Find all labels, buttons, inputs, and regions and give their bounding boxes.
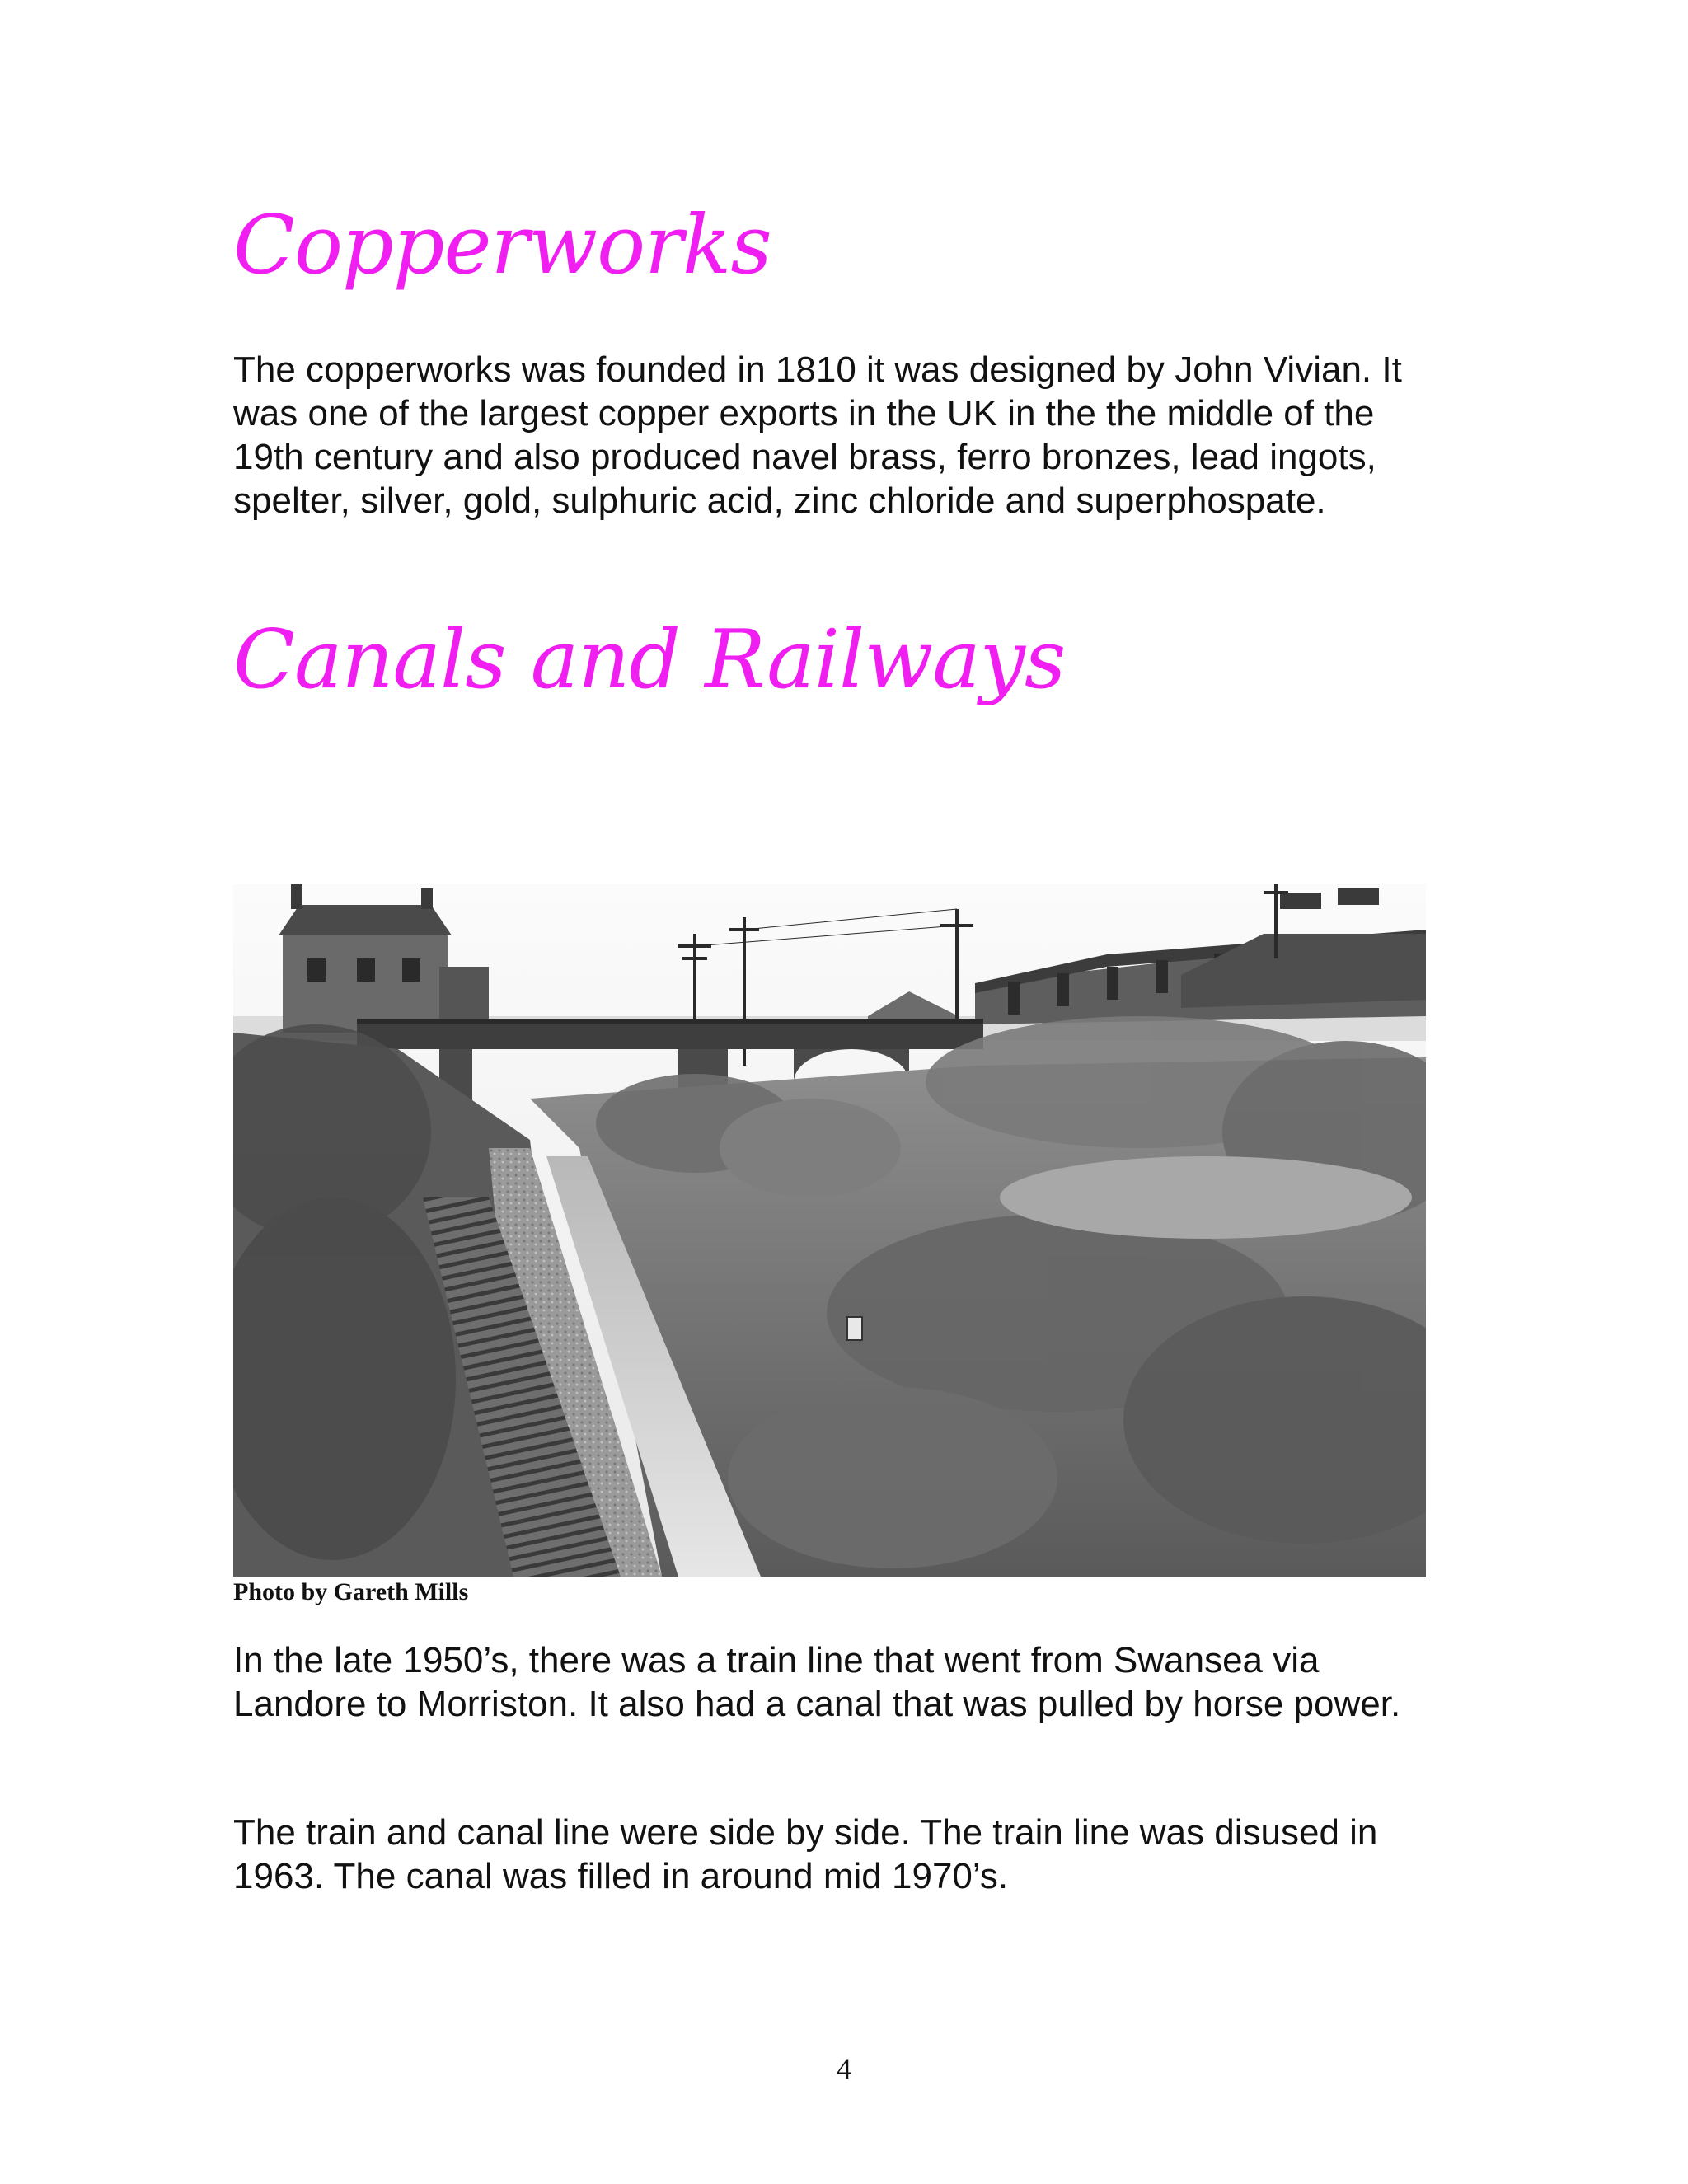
section-heading-canals-railways: Canals and Railways (233, 613, 1066, 707)
page-number: 4 (837, 2052, 851, 2085)
copperworks-paragraph: The copperworks was founded in 1810 it was designed by John Vivian. It was one of the largest copper exports in the UK in the the middle of the 19th century and also produced navel brass, ferro bronzes, lead ingots, spelter, silver, gold, sulphuric acid, zinc chloride and superphospate. (233, 349, 1402, 521)
canals-paragraph-1: In the late 1950’s, there was a train line that went from Swansea via Landore to Morriston. It also had a canal that was pulled by horse power. (233, 1640, 1401, 1724)
canal-railway-photo (233, 884, 1426, 1577)
section-heading-copperworks: Copperworks (233, 199, 771, 293)
canals-paragraph-2: The train and canal line were side by side. The train line was disused in 1963. The canal was filled in around mid 1970’s. (233, 1812, 1378, 1896)
photo-caption: Photo by Gareth Mills (233, 1578, 469, 1605)
